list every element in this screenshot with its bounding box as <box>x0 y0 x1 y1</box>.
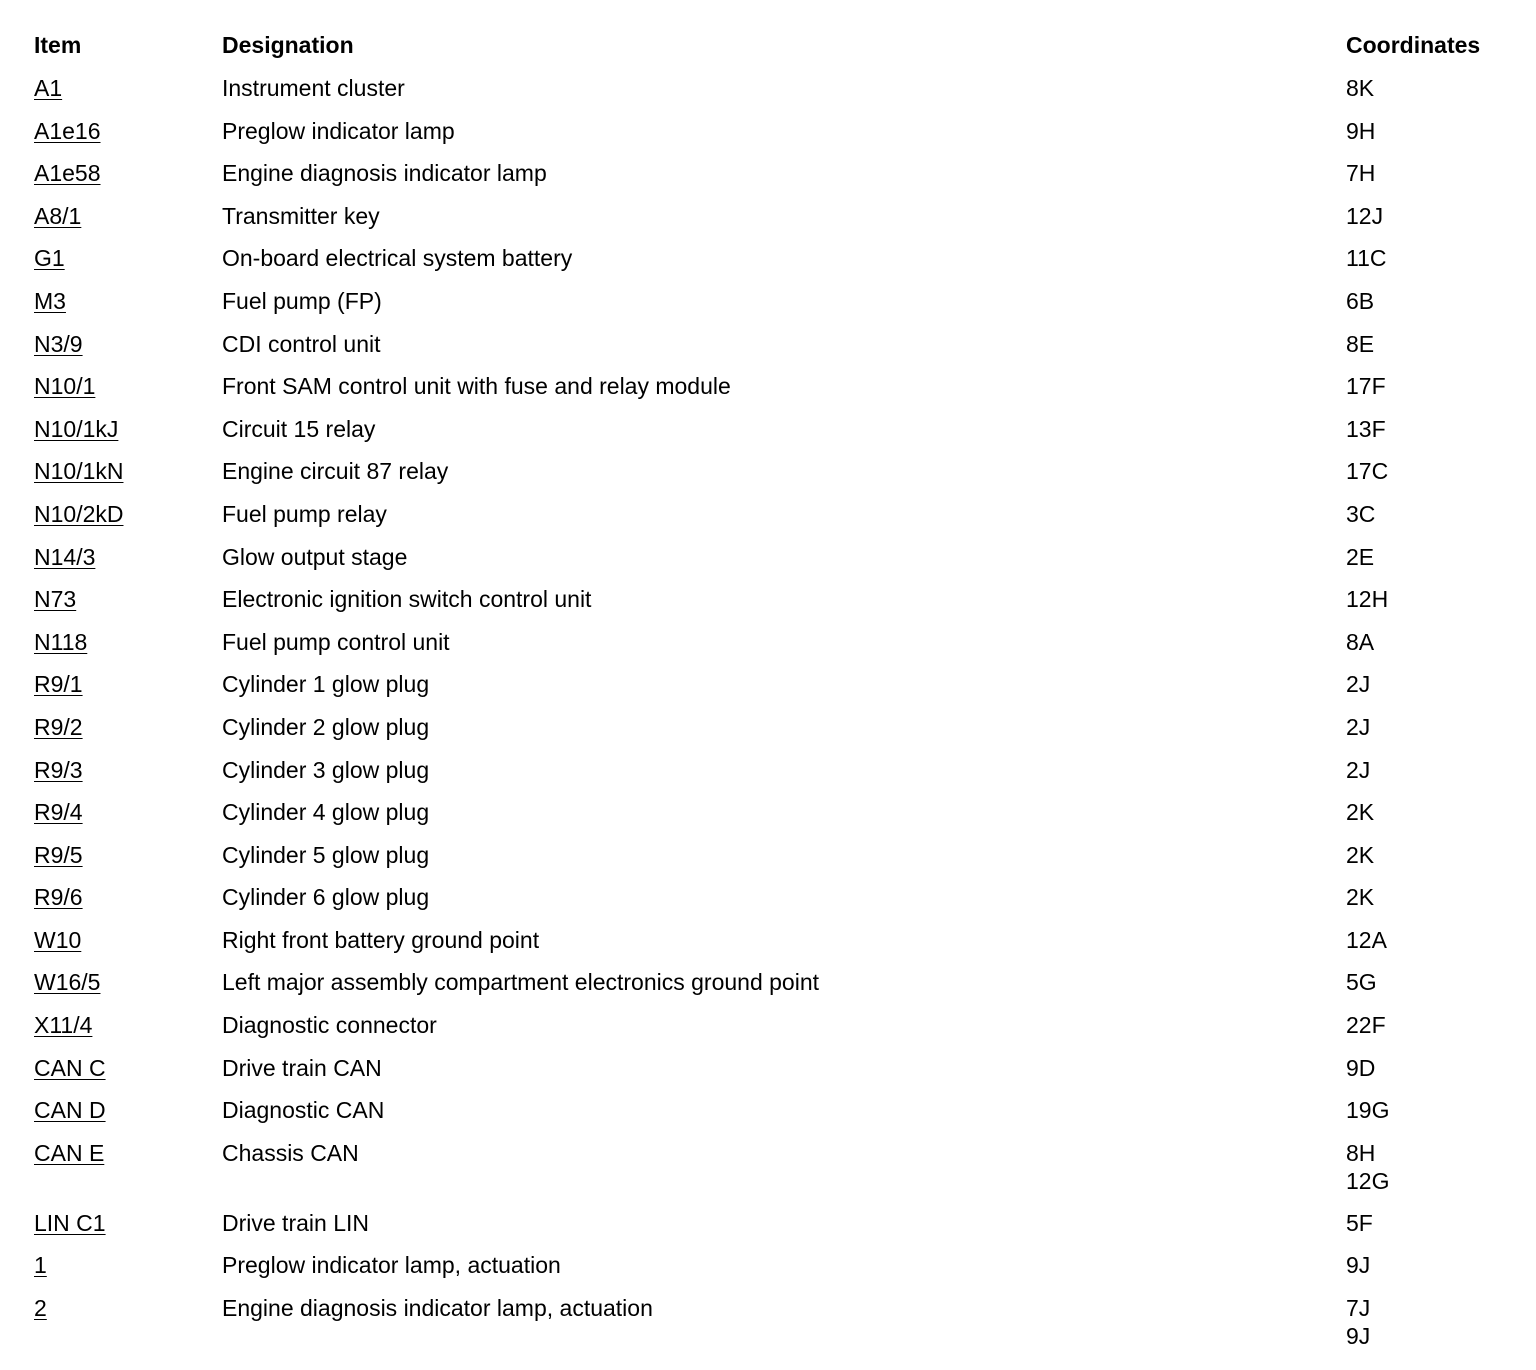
item-link[interactable]: 1 <box>34 1252 47 1279</box>
coordinates-cell <box>1346 117 1375 145</box>
coordinate-value: 7J <box>1346 1295 1371 1322</box>
designation-text: Right front battery ground point <box>222 926 540 953</box>
item-link[interactable]: N10/1kN <box>34 458 124 485</box>
designation-text: Engine circuit 87 relay <box>222 458 449 485</box>
designation-text: Instrument cluster <box>222 75 405 101</box>
designation-text: On-board electrical system battery <box>222 245 573 272</box>
table-body <box>0 74 1536 1364</box>
table-row <box>0 244 1536 287</box>
coordinate-value: 8K <box>1346 75 1375 101</box>
item-link[interactable]: LIN C1 <box>34 1209 106 1236</box>
designation-text: Cylinder 5 glow plug <box>222 841 430 868</box>
item-link[interactable]: R9/5 <box>34 841 83 868</box>
coordinates-cell <box>1346 1294 1370 1350</box>
designation-text: Diagnostic CAN <box>222 1097 385 1124</box>
coordinates-cell <box>1346 1209 1373 1237</box>
item-link[interactable]: CAN E <box>34 1139 105 1166</box>
item-link[interactable]: CAN C <box>34 1054 106 1081</box>
coordinate-value: 7H <box>1346 160 1376 187</box>
coordinates-cell <box>1346 1096 1389 1124</box>
table-row <box>0 756 1536 799</box>
table-row <box>0 968 1536 1011</box>
coordinates-cell <box>1346 372 1386 400</box>
table-row <box>0 1054 1536 1097</box>
coordinate-value: 12G <box>1346 1167 1390 1194</box>
item-link[interactable]: N10/2kD <box>34 500 124 527</box>
item-link[interactable]: M3 <box>34 287 66 314</box>
coordinate-value: 8E <box>1346 330 1375 357</box>
designation-text: Cylinder 1 glow plug <box>222 671 430 698</box>
designation-text: Cylinder 3 glow plug <box>222 756 430 783</box>
table-row <box>0 1139 1536 1209</box>
coordinates-cell <box>1346 841 1374 869</box>
header-coordinates: Coordinates <box>1346 32 1481 58</box>
coordinate-value: 5F <box>1346 1209 1373 1236</box>
coordinate-value: 19G <box>1346 1097 1390 1124</box>
coordinate-value: 8H <box>1346 1139 1376 1166</box>
designation-text: Cylinder 6 glow plug <box>222 884 430 911</box>
coordinates-cell <box>1346 500 1375 528</box>
coordinate-value: 9H <box>1346 117 1376 144</box>
designation-text: Preglow indicator lamp <box>222 117 455 144</box>
table-row <box>0 543 1536 586</box>
table-row <box>0 159 1536 202</box>
item-link[interactable]: R9/4 <box>34 799 83 826</box>
designation-text: Fuel pump relay <box>222 500 387 527</box>
coordinate-value: 2J <box>1346 671 1371 698</box>
coordinates-cell <box>1346 1251 1370 1279</box>
coordinate-value: 2J <box>1346 756 1371 783</box>
designation-text: Front SAM control unit with fuse and relay module <box>222 373 731 400</box>
coordinates-cell <box>1346 330 1374 358</box>
coordinate-value: 5G <box>1346 969 1377 996</box>
designation-text: Circuit 15 relay <box>222 415 376 442</box>
table-row <box>0 713 1536 756</box>
table-row <box>0 372 1536 415</box>
table-row <box>0 117 1536 160</box>
table-row <box>0 1251 1536 1294</box>
coordinate-value: 2E <box>1346 543 1375 570</box>
coordinate-value: 9D <box>1346 1054 1376 1081</box>
coordinates-cell <box>1346 968 1377 996</box>
designation-text: Drive train LIN <box>222 1209 369 1236</box>
designation-text: Preglow indicator lamp, actuation <box>222 1252 561 1279</box>
coordinate-value: 6B <box>1346 287 1375 314</box>
coordinates-cell <box>1346 670 1370 698</box>
item-link[interactable]: A1 <box>34 75 63 101</box>
coordinates-cell <box>1346 244 1387 272</box>
coordinates-cell <box>1346 202 1383 230</box>
item-link[interactable]: G1 <box>34 245 65 272</box>
designation-text: Glow output stage <box>222 543 408 570</box>
table-row <box>0 841 1536 884</box>
item-link[interactable]: R9/6 <box>34 884 83 911</box>
coordinate-value: 17F <box>1346 373 1386 400</box>
coordinates-cell <box>1346 628 1374 656</box>
designation-text: Transmitter key <box>222 202 380 229</box>
header-designation: Designation <box>222 32 354 58</box>
coordinate-value: 2K <box>1346 884 1375 911</box>
designation-text: Fuel pump (FP) <box>222 287 382 314</box>
coordinates-cell <box>1346 756 1370 784</box>
item-link[interactable]: A1e16 <box>34 117 101 144</box>
designation-text: Fuel pump control unit <box>222 628 450 655</box>
table-row <box>0 798 1536 841</box>
coordinates-cell <box>1346 798 1374 826</box>
designation-text: Cylinder 4 glow plug <box>222 799 430 826</box>
designation-text: Engine diagnosis indicator lamp, actuation <box>222 1295 653 1322</box>
table-row <box>0 500 1536 543</box>
table-row <box>0 74 1536 117</box>
header-item: Item <box>34 32 82 58</box>
coordinate-value: 13F <box>1346 415 1386 442</box>
designation-text: Diagnostic connector <box>222 1012 437 1039</box>
coordinate-value: 22F <box>1346 1012 1386 1039</box>
item-link[interactable]: A1e58 <box>34 160 101 187</box>
table-row <box>0 415 1536 458</box>
table-row <box>0 1209 1536 1252</box>
coordinates-cell <box>1346 926 1387 954</box>
coordinates-cell <box>1346 1011 1386 1039</box>
designation-text: Cylinder 2 glow plug <box>222 713 430 740</box>
coordinates-cell <box>1346 1139 1389 1195</box>
designation-text: CDI control unit <box>222 330 381 357</box>
table-row <box>0 1011 1536 1054</box>
table-row <box>0 926 1536 969</box>
table-row <box>0 287 1536 330</box>
coordinates-cell <box>1346 415 1386 443</box>
coordinates-cell <box>1346 543 1374 571</box>
table-row <box>0 670 1536 713</box>
coordinates-cell <box>1346 159 1375 187</box>
table-row <box>0 1294 1536 1364</box>
table-row <box>0 330 1536 373</box>
coordinate-value: 2K <box>1346 799 1375 826</box>
coordinate-value: 9J <box>1346 1323 1371 1350</box>
designation-text: Drive train CAN <box>222 1054 382 1081</box>
coordinates-cell <box>1346 287 1374 315</box>
coordinate-value: 12J <box>1346 202 1384 229</box>
item-link[interactable]: W16/5 <box>34 969 101 996</box>
designation-text: Electronic ignition switch control unit <box>222 586 592 613</box>
coordinates-cell <box>1346 457 1388 485</box>
designation-text: Chassis CAN <box>222 1139 359 1166</box>
coordinate-value: 3C <box>1346 500 1376 527</box>
designation-text: Engine diagnosis indicator lamp <box>222 160 547 187</box>
table-row <box>0 585 1536 628</box>
coordinate-value: 17C <box>1346 458 1389 485</box>
item-link[interactable]: CAN D <box>34 1097 106 1124</box>
item-link[interactable]: N118 <box>34 628 88 655</box>
coordinates-cell <box>1346 74 1374 102</box>
coordinate-value: 12A <box>1346 926 1387 953</box>
item-link[interactable]: N10/1 <box>34 373 96 400</box>
item-link[interactable]: N73 <box>34 586 77 613</box>
item-link[interactable]: R9/3 <box>34 756 83 783</box>
coordinates-cell <box>1346 713 1370 741</box>
coordinate-value: 9J <box>1346 1252 1371 1279</box>
coordinate-value: 2J <box>1346 713 1371 740</box>
coordinate-value: 8A <box>1346 628 1375 655</box>
coordinate-value: 11C <box>1346 245 1387 272</box>
table-row <box>0 883 1536 926</box>
item-link[interactable]: A8/1 <box>34 202 82 229</box>
item-link[interactable]: R9/1 <box>34 671 83 698</box>
item-link[interactable]: W10 <box>34 926 82 953</box>
item-link[interactable]: N3/9 <box>34 330 83 357</box>
item-link[interactable]: X11/4 <box>34 1012 93 1039</box>
coordinates-cell <box>1346 883 1374 911</box>
table-header <box>0 0 1536 74</box>
coordinates-cell <box>1346 585 1388 613</box>
table-row <box>0 457 1536 500</box>
coordinate-value: 12H <box>1346 586 1389 613</box>
table-row <box>0 1096 1536 1139</box>
item-link[interactable]: 2 <box>34 1295 47 1322</box>
item-link[interactable]: R9/2 <box>34 713 83 740</box>
coordinate-value: 2K <box>1346 841 1375 868</box>
table-row <box>0 202 1536 245</box>
table-row <box>0 628 1536 671</box>
item-link[interactable]: N14/3 <box>34 543 96 570</box>
coordinates-cell <box>1346 1054 1375 1082</box>
item-link[interactable]: N10/1kJ <box>34 415 119 442</box>
designation-text: Left major assembly compartment electronics ground point <box>222 969 820 996</box>
